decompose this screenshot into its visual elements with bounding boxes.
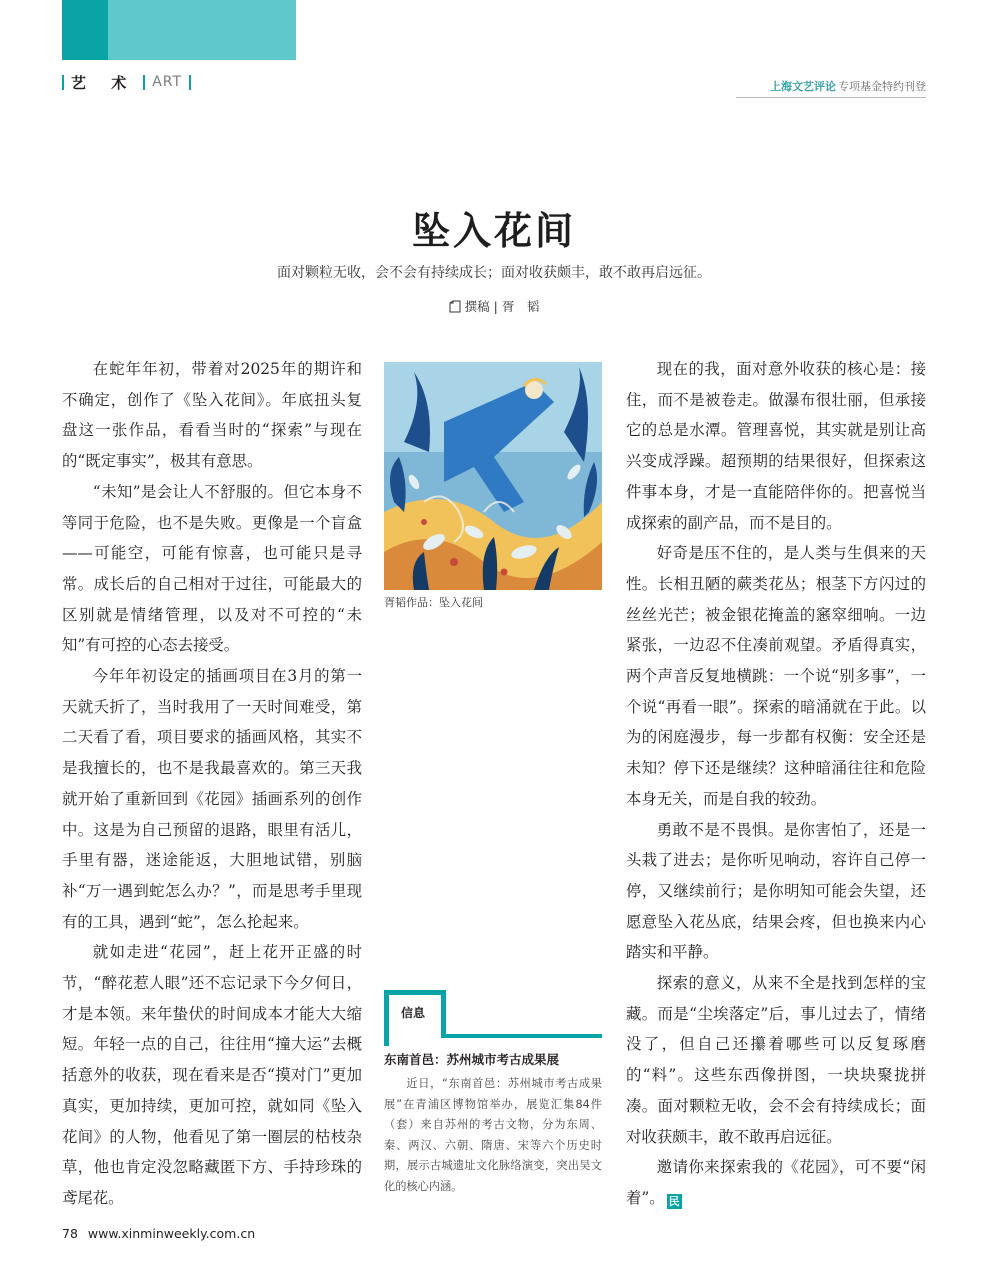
section-divider: [143, 75, 145, 90]
pen-icon: [449, 300, 461, 313]
body-paragraph: “未知”是会让人不舒服的。但它本身不等同于危险，也不是失败。更像是一个盲盒——可能空，可能有惊喜，也可能只是寻常。成长后的自己相对于过往，可能最大的区别就是情绪管理，以及对不可控的“未知”有可控的心态去接受。: [62, 482, 362, 655]
info-frame: [384, 990, 602, 1048]
section-name-en: ART: [152, 74, 183, 90]
section-name: 艺 术: [71, 73, 137, 92]
closing-paragraph: [626, 1152, 926, 1213]
body-paragraph: 今年年初设定的插画项目在3月的第一天就夭折了，当时我用了一天时间难受，第二天看了看，项目要求的插画风格，其实不是我擅长的，也不是我最喜欢的。第三天我就开始了重新回到《花园》插画系列的创作中。这是为自己预留的退路，眼里有活儿，手里有器，迷途能返，大胆地试错，别脑补“万一遇到蛇怎么办？”，而是思考手里现有的工具，遇到“蛇”，怎么抡起来。: [62, 667, 362, 931]
byline-label: 撰稿: [464, 299, 490, 314]
closing-text: 邀请你来探索我的《花园》，可不要“闲着”。: [626, 1158, 926, 1207]
byline: [0, 297, 988, 315]
info-body: 近日，“东南首邑：苏州城市考古成果展”在青浦区博物馆举办，展览汇集84件（套）来自苏州的考古文物，分为东周、秦、两汉、六朝、隋唐、宋等六个历史时期，展示古城遗址文化脉络演变，突出吴文化的核心内涵。: [384, 1077, 602, 1193]
sponsor-line: [736, 74, 926, 98]
body-paragraph: 好奇是压不住的，是人类与生俱来的天性。长相丑陋的蕨类花丛；根茎下方闪过的丝丝光芒；被金银花掩盖的窸窣细响。一边紧张，一边忍不住凑前观望。矛盾得真实，两个声音反复地横跳：一个说“别多事”，一个说“再看一眼”。探索的暗涌就在于此。以为的闲庭漫步，每一步都有权衡：安全还是未知？停下还是继续？这种暗涌往往和危险本身无关，而是自我的较劲。: [626, 544, 926, 808]
artwork-illustration: [384, 362, 602, 590]
body-paragraph: 在蛇年年初，带着对2025年的期许和不确定，创作了《坠入花间》。年底扭头复盘这一张作品，看看当时的“探索”与现在的“既定事实”，极其有意思。: [62, 360, 362, 471]
body-paragraph: 探索的意义，从来不全是找到怎样的宝藏。而是“尘埃落定”后，事儿过去了，情绪没了，但自己还攥着哪些可以反复琢磨的“料”。这些东西像拼图，一块块聚拢拼凑。面对颗粒无收，会不会有持续成长；面对收获颇丰，敢不敢再启远征。: [626, 974, 926, 1146]
page-footer: [62, 1226, 255, 1241]
body-paragraph: 就如走进“花园”，赶上花开正盛的时节，“醉花惹人眼”还不忘记录下今夕何日，才是本领。来年蛰伏的时间成本才能大大缩短。年轻一点的自己，往往用“撞大运”去概括意外的收获，现在看来是否“摸对门”更加真实，更加持续，更加可控，就如同《坠入花间》的人物，他看见了第一圈层的枯枝杂草，他也肯定没忽略藏匿下方、手持珍珠的鸢尾花。: [62, 943, 362, 1207]
header-color-band-dark: [62, 0, 108, 60]
article-column-left: [62, 354, 362, 1214]
sponsor-brand: 上海文艺评论: [770, 79, 836, 93]
section-divider: [189, 75, 191, 90]
sponsor-text: 专项基金特约刊登: [838, 79, 926, 93]
page-number: 78: [62, 1226, 78, 1241]
section-divider: [62, 75, 64, 90]
section-tag: [62, 71, 198, 93]
artwork-caption: 胥韬作品：坠入花间: [384, 596, 483, 609]
info-label: 信息: [401, 1006, 426, 1020]
info-headline: 东南首邑：苏州城市考古成果展: [384, 1052, 560, 1067]
article-subtitle: 面对颗粒无收，会不会有持续成长；面对收获颇丰，敢不敢再启远征。: [277, 265, 711, 281]
body-paragraph: 勇敢不是不畏惧。是你害怕了，还是一头栽了进去；是你听见响动，容许自己停一停，又继续前行；是你明知可能会失望，还愿意坠入花丛底，结果会疼，但也换来内心踏实和平静。: [626, 820, 926, 962]
end-mark-icon: 民: [668, 1194, 680, 1208]
article-column-right: [626, 354, 926, 1214]
body-paragraph: 现在的我，面对意外收获的核心是：接住，而不是被卷走。做瀑布很壮丽，但承接它的总是水潭。管理喜悦，其实就是别让高兴变成浮躁。超预期的结果很好，但探索这件事本身，才是一直能陪伴你的。把喜悦当成探索的副产品，而不是目的。: [626, 360, 926, 532]
byline-separator: |: [493, 298, 498, 314]
header-color-band-light: [108, 0, 296, 60]
info-sidebar: [384, 990, 602, 1197]
article-title: 坠入花间: [411, 208, 576, 253]
website-link[interactable]: www.xinminweekly.com.cn: [87, 1226, 256, 1241]
byline-author: 胥 韬: [501, 299, 540, 314]
